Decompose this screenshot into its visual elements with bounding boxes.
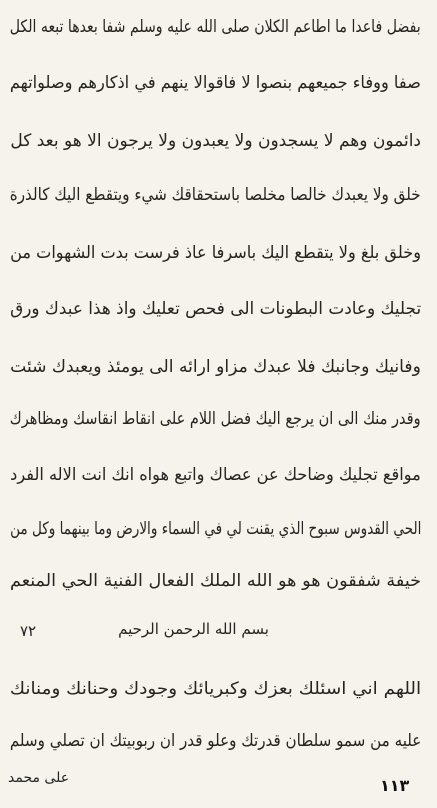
text-line: [10, 348, 421, 386]
text-line: [10, 122, 421, 160]
text-line: [10, 64, 421, 102]
line-text: وقدر منك الى ان يرجع اليك فضل اللام على انقاط انقاسك ومظاهرك: [10, 409, 421, 429]
line-text: دائمون وهم لا يسجدون ولا يعبدون ولا يرجون الا هو بعد كل: [10, 131, 421, 151]
line-text: وفانيك وجانبك فلا عبدك مزاو ارائه الى يومئذ ويعبدك شئت: [10, 357, 421, 377]
text-line: [10, 290, 421, 328]
text-line: [10, 8, 421, 46]
line-text: بفضل فاعدا ما اطاعم الكلان صلى الله عليه وسلم شفا بعدها تبعه الكل: [10, 17, 421, 37]
line-text: خيفة شفقون هو هو الله الملك الفعال الفنية الحي المنعم: [10, 571, 421, 591]
text-line: [10, 722, 421, 760]
text-line: [10, 234, 421, 272]
line-text: وخلق بلغ ولا يتقطع اليك باسرفا عاذ فرست بدت الشهوات من: [10, 243, 421, 263]
line-text: الحي القدوس سبوح الذي يقنت لي في السماء والارض وما بينهما وكل من: [10, 519, 421, 539]
line-text: مواقع تجليك وضاحك عن عصاك واتبع هواه انك انت الاله الفرد: [10, 465, 421, 485]
page-number: ١١٣: [380, 776, 410, 795]
text-line: [10, 456, 421, 494]
text-line: [10, 400, 421, 438]
section-number: ٧٢: [20, 622, 37, 640]
text-line: [10, 670, 421, 708]
line-text: صفا ووفاء جميعهم بنصوا لا فاقوالا ينهم في اذكارهم وصلواتهم: [10, 73, 421, 93]
line-text: خلق ولا يعبدك خالصا مخلصا باستحقاقك شيء ويتقطع اليك كالذرة: [10, 185, 421, 205]
line-text: عليه من سمو سلطان قدرتك وعلو قدر ان ربوبيتك ان تصلي وسلم: [10, 731, 421, 751]
text-line: [10, 176, 421, 214]
section-heading: بسم الله الرحمن الرحيم: [118, 620, 269, 638]
line-text: اللهم اني اسئلك بعزك وكبريائك وجودك وحنانك ومنانك: [10, 679, 421, 699]
text-line: [10, 562, 421, 600]
catchword: على محمد: [8, 770, 70, 786]
line-text: تجليك وعادت البطونات الى فحص تعليك واذ هذا عبدك ورق: [10, 299, 421, 319]
text-line: [10, 510, 421, 548]
